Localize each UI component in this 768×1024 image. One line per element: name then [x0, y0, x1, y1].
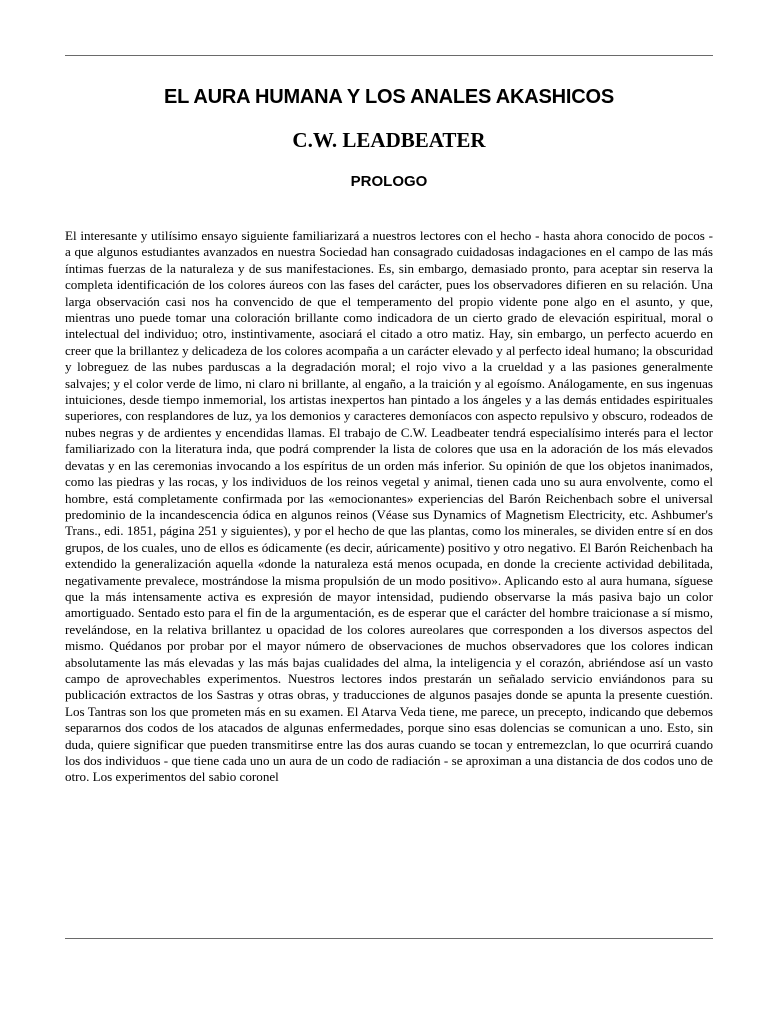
section-heading: PROLOGO: [350, 173, 428, 190]
body-paragraph: El interesante y utilísimo ensayo siguiente familiarizará a nuestros lectores con el hecho - hasta ahora conocido de pocos - a que algunos estudiantes avanzados en nuestra Sociedad han consagrado cuidadosas indagaciones en el campo de las más íntimas fuerzas de la naturaleza y de sus manifestaciones. Es, sin embargo, demasiado pronto, para aceptar sin reserva la completa identificación de los colores áureos con las fases del carácter, pues los observadores difieren en su relación. Una larga observación casi nos ha convencido de que el temperamento del propio vidente pone algo en el asunto, y que, mientras uno puede tomar una coloración brillante como indicadora de un cierto grado de elevación espiritual, moral o intelectual del individuo; otro, instintivamente, asociará el citado a otro matiz. Hay, sin embargo, un perfecto acuerdo en creer que la brillantez y delicadeza de los colores acompaña a un carácter elevado y al perfecto ideal humano; la obscuridad y lobreguez de las nubes parduscas a la degradación moral; el rojo vivo a la crueldad y a las pasiones generalmente salvajes; y el color verde de limo, ni claro ni brillante, al engaño, a la traición y al egoísmo. Análogamente, en sus ingenuas intuiciones, desde tiempo inmemorial, los artistas inexpertos han pintado a los ángeles y a las demás entidades espirituales superiores, con resplandores de luz, ya los demonios y caracteres demoníacos con aspecto repulsivo y obscuro, rodeados de nubes negras y de ardientes y encendidas llamas. El trabajo de C.W. Leadbeater tendrá especialísimo interés para el lector familiarizado con la literatura inda, que podrá comprender la lista de colores que usa en la adoración de los más elevados devatas y en las ceremonias invocando a los espíritus de un orden más inferior. Su opinión de que los objetos inanimados, como las piedras y las rocas, y los individuos de los reinos vegetal y animal, tienen cada uno su aura envolvente, como el hombre, está completamente confirmada por las «emocionantes» experiencias del Barón Reichenbach sobre el universal predominio de la incandescencia ódica en algunos reinos (Véase sus Dynamics of Magnetism Electricity, etc. Ashbumer's Trans., edi. 1851, página 251 y siguientes), y por el hecho de que las plantas, como los minerales, se dividen entre sí en dos grupos, de los cuales, uno de ellos es ódicamente (es decir, aúricamente) positivo y otro negativo. El Barón Reichenbach ha extendido la generalización aquella «donde la naturaleza está menos ocupada, en donde la creciente actividad debilitada, negativamente prevalece, mostrándose la misma propulsión de un modo positivo». Aplicando esto al aura humana, síguese que la más intensamente activa es expresión de mayor intensidad, pudiendo observarse la más pasiva bajo un color amortiguado. Sentado esto para el fin de la argumentación, es de esperar que el carácter del hombre traicionase a sí mismo, revelándose, en la relativa brillantez u opacidad de los colores aureolares que corresponden a los diversos aspectos del mismo. Quédanos por probar por el mayor número de observaciones de muchos observadores que los colores indican absolutamente las más elevadas y las más bajas cualidades del alma, la inteligencia y el corazón, abriéndose así un vasto campo de aprovechables experimentos. Nuestros lectores indos prestarán un señalado servicio enviándonos para su publicación extractos de los Sastras y otras obras, y traducciones de algunos pasajes donde se apunta la presente cuestión. Los Tantras son los que prometen más en su examen. El Atarva Veda tiene, me parece, un precepto, indicando que debemos separarnos dos codos de los atacados de algunas enfermedades, porque sino esas dolencias se comunican a uno. Esto, sin duda, quiere significar que pueden transmitirse entre las dos auras cuando se tocan y entremezclan, lo que ocurrirá cuando los dos individuos - que tiene cada uno un aura de un codo de radiación - se aproximan a una distancia de dos codos uno de otro. Los experimentos del sabio coronel: [65, 228, 713, 785]
bottom-horizontal-rule: [65, 938, 713, 939]
top-horizontal-rule: [65, 55, 713, 56]
document-title: EL AURA HUMANA Y LOS ANALES AKASHICOS: [163, 86, 615, 108]
author-name: C.W. LEADBEATER: [292, 128, 486, 152]
